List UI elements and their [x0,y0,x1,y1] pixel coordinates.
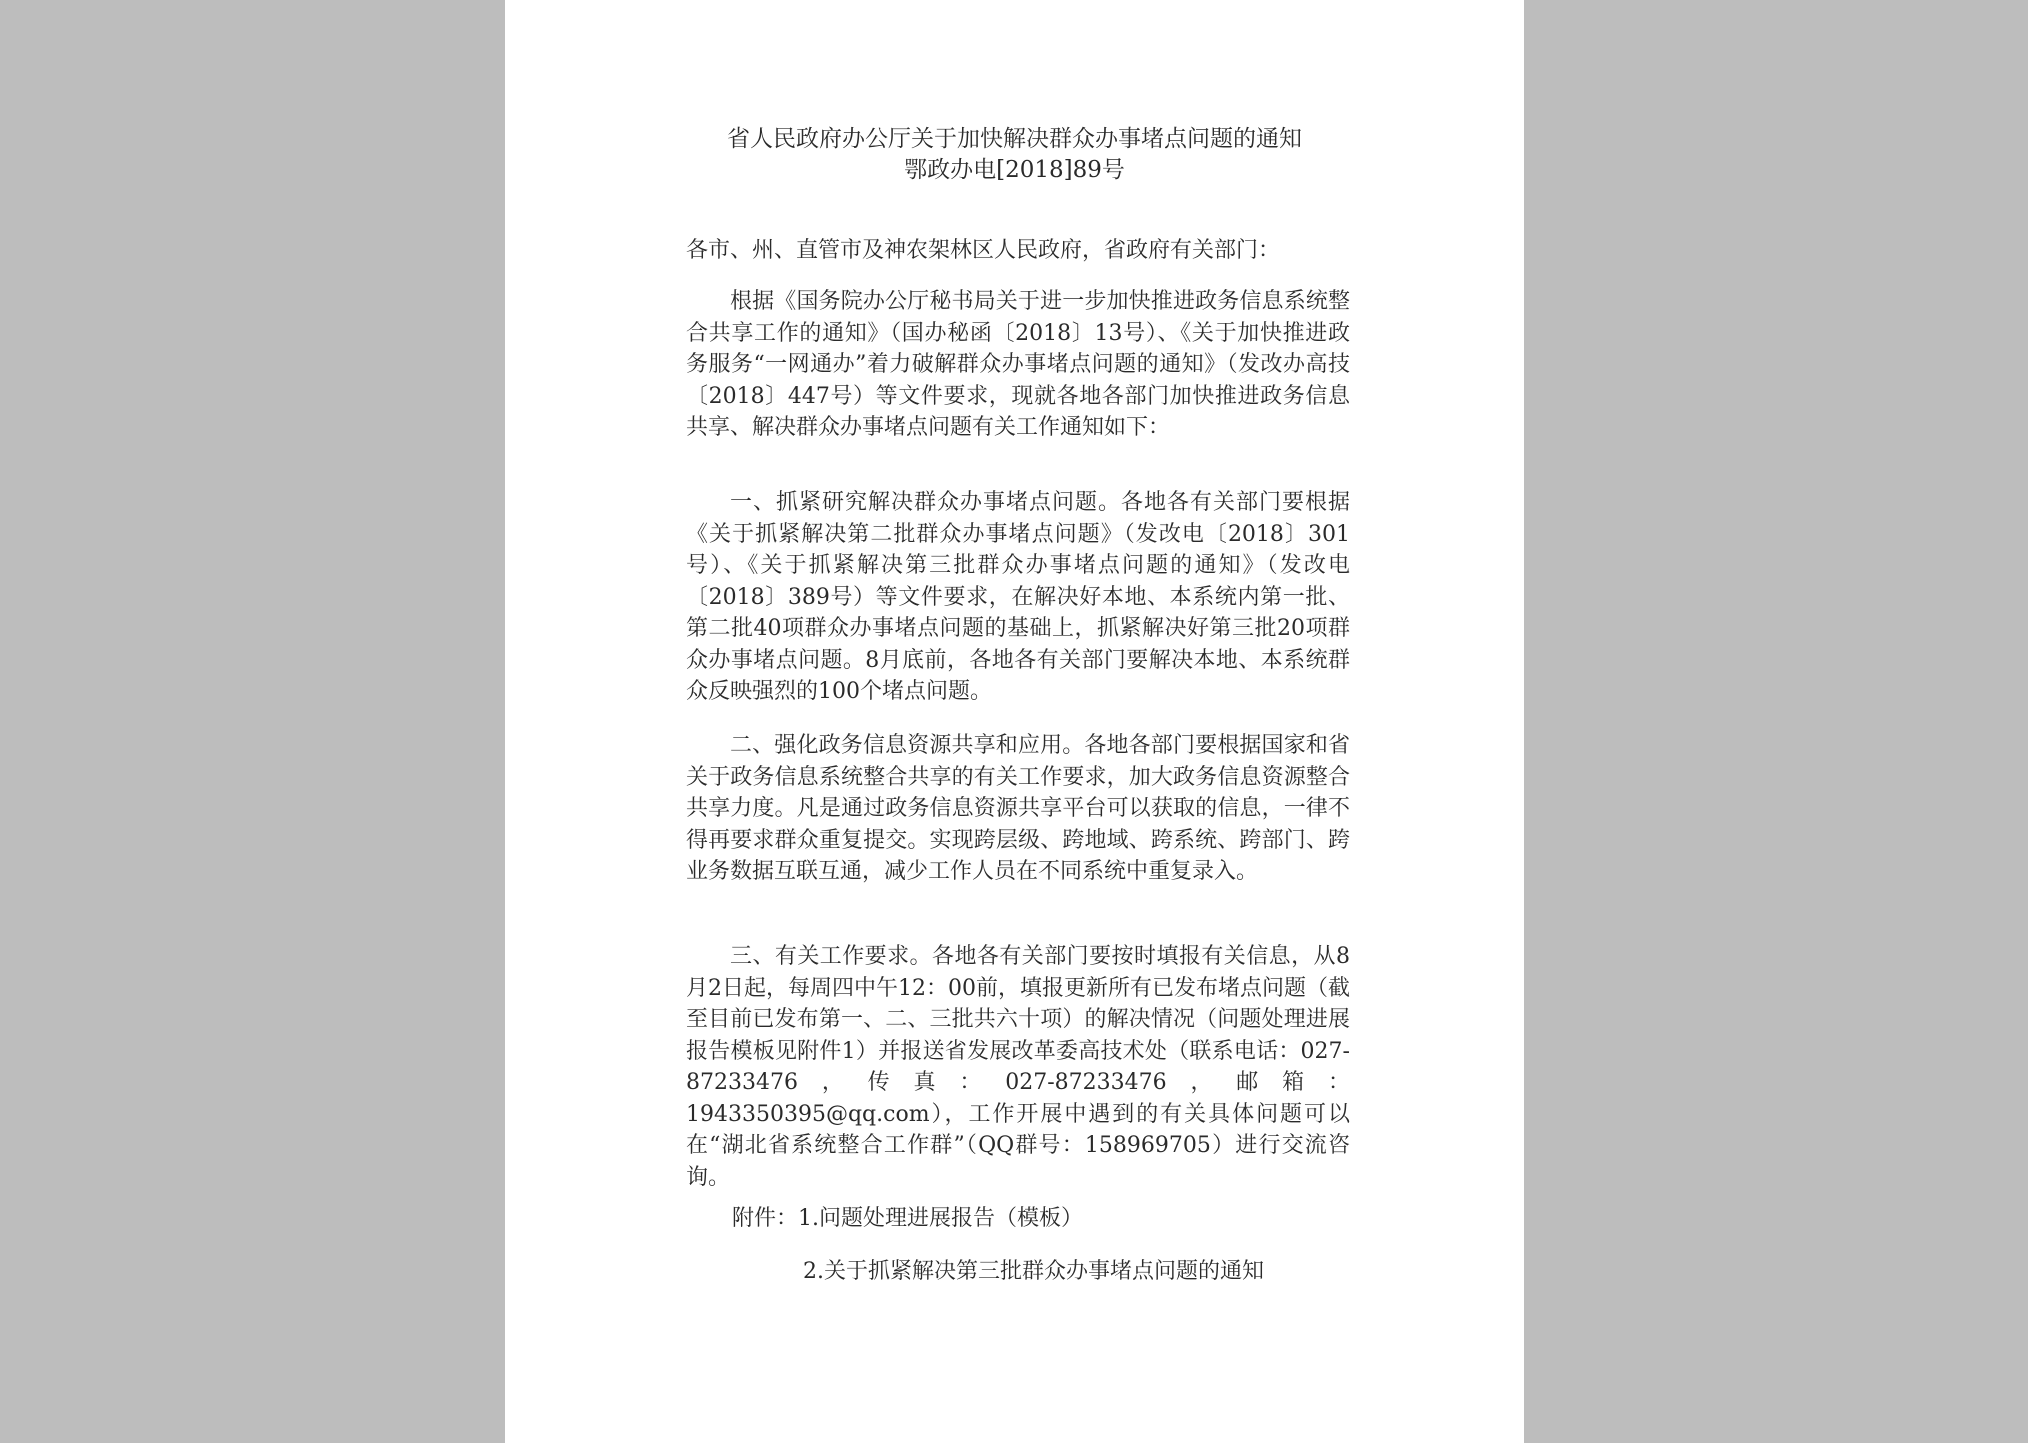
paragraph-text: 二、强化政务信息资源共享和应用。各地各部门要根据国家和省关于政务信息系统整合共享的有关工作要求，加大政务信息资源整合共享力度。凡是通过政务信息资源共享平台可以获取的信息，一律不得再要求群众重复提交。实现跨层级、跨地域、跨系统、跨部门、跨业务数据互联互通，减少工作人员在不同系统中重复录入。 [686,733,1350,884]
paragraph-item-3 [686,941,1350,1193]
paragraph-text: 一、抓紧研究解决群众办事堵点问题。各地各有关部门要根据《关于抓紧解决第二批群众办事堵点问题》（发改电〔2018〕301号）、《关于抓紧解决第三批群众办事堵点问题的通知》（发改电〔2018〕389号）等文件要求，在解决好本地、本系统内第一批、第二批40项群众办事堵点问题的基础上，抓紧解决好第三批20项群众办事堵点问题。8月底前，各地各有关部门要解决本地、本系统群众反映强烈的100个堵点问题。 [686,490,1350,704]
paragraph-item-2 [686,730,1350,888]
paragraph-intro [686,286,1350,444]
document-page [505,0,1524,1443]
paragraph-text: 三、有关工作要求。各地各有关部门要按时填报有关信息，从8月2日起，每周四中午12：00前，填报更新所有已发布堵点问题（截至目前已发布第一、二、三批共六十项）的解决情况（问题处理进展报告模板见附件1）并报送省发展改革委高技术处（联系电话：027-87233476，传真：027-87233476，邮箱：1943350395@qq.com），工作开展中遇到的有关具体问题可以在“湖北省系统整合工作群”（QQ群号：158969705）进行交流咨询。 [686,944,1350,1190]
document-title: 省人民政府办公厅关于加快解决群众办事堵点问题的通知 [727,126,1302,152]
paragraph-text: 根据《国务院办公厅秘书局关于进一步加快推进政务信息系统整合共享工作的通知》（国办秘函〔2018〕13号）、《关于加快推进政务服务“一网通办”着力破解群众办事堵点问题的通知》（发改办高技〔2018〕447号）等文件要求，现就各地各部门加快推进政务信息共享、解决群众办事堵点问题有关工作通知如下： [686,289,1350,440]
paragraph-item-1 [686,487,1350,708]
salutation-text: 各市、州、直管市及神农架林区人民政府，省政府有关部门： [686,238,1281,263]
document-number: 鄂政办电[2018]89号 [904,157,1125,183]
salutation [686,235,1350,267]
attachment-1: 附件：1.问题处理进展报告（模板） [732,1206,1083,1231]
attachment-2: 2.关于抓紧解决第三批群众办事堵点问题的通知 [803,1259,1264,1284]
